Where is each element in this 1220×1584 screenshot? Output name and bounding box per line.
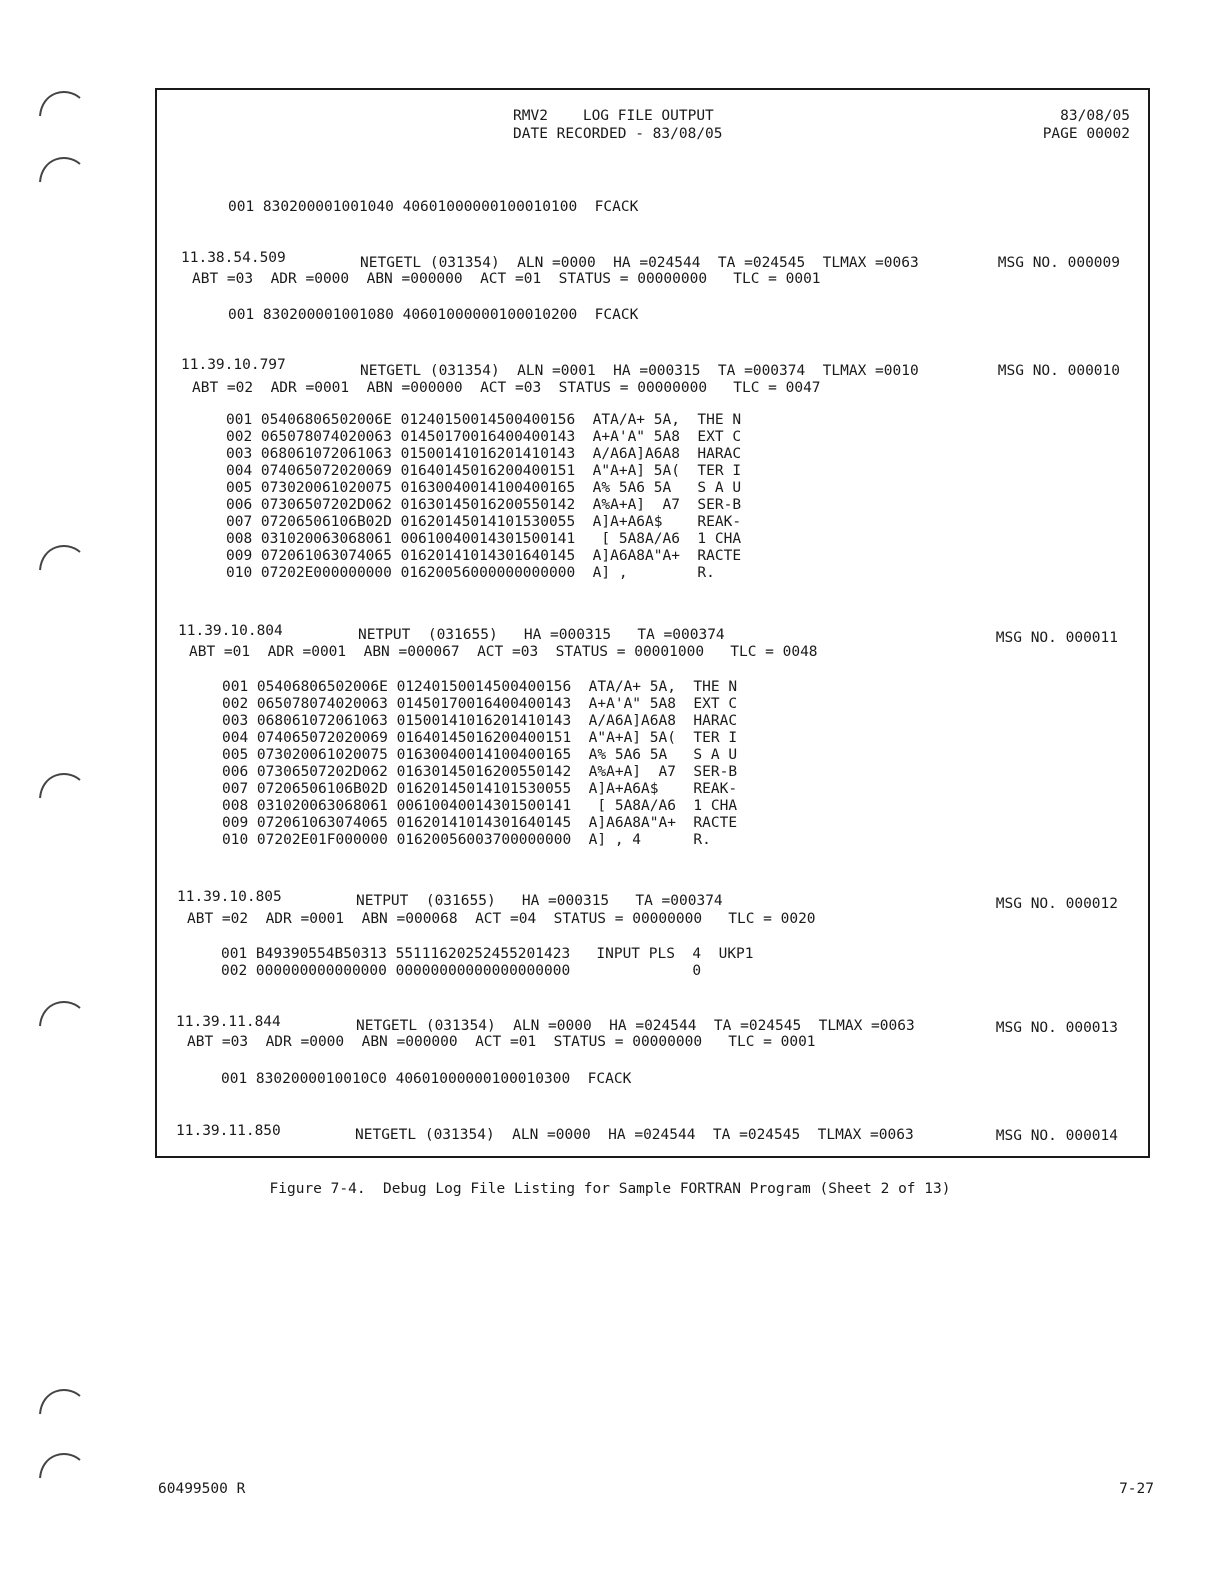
date-recorded: DATE RECORDED - 83/08/05 xyxy=(513,126,723,142)
data-line: 003 068061072061063 01500141016201410143 A/A6A]A6A8 HARAC xyxy=(222,713,738,729)
data-line: 005 073020061020075 01630040014100400165 A% 5A6 5A S A U xyxy=(226,480,742,496)
data-line: 006 07306507202D062 01630145016200550142 A%A+A] A7 SER-B xyxy=(222,764,738,780)
msg-number: MSG NO. 000009 xyxy=(997,255,1120,271)
call-info: NETPUT (031655) HA =000315 TA =000374 xyxy=(356,893,723,909)
binder-ring-icon xyxy=(36,540,88,592)
data-line: 001 05406806502006E 01240150014500400156 ATA/A+ 5A, THE N xyxy=(226,412,742,428)
data-line: 009 072061063074065 01620141014301640145 A]A6A8A"A+ RACTE xyxy=(226,548,742,564)
data-line: 008 031020063068061 00610040014301500141 [ 5A8A/A6 1 CHA xyxy=(222,798,738,814)
msg-number: MSG NO. 000014 xyxy=(995,1128,1118,1144)
data-line: 001 B49390554B50313 55111620252455201423 INPUT PLS 4 UKP1 xyxy=(221,946,754,962)
log-title: RMV2 LOG FILE OUTPUT xyxy=(513,108,714,124)
data-line: 002 065078074020063 01450170016400400143 A+A'A" 5A8 EXT C xyxy=(222,696,738,712)
data-line: 001 830200001001080 40601000000100010200 FCACK xyxy=(228,307,639,323)
status-line: ABT =02 ADR =0001 ABN =000000 ACT =03 STATUS = 00000000 TLC = 0047 xyxy=(192,380,821,396)
data-line: 010 07202E01F000000 01620056003700000000 A] , 4 R. xyxy=(222,832,711,848)
data-line: 007 07206506106B02D 01620145014101530055 A]A+A6A$ REAK- xyxy=(226,514,742,530)
data-line: 010 07202E000000000 01620056000000000000 A] , R. xyxy=(226,565,715,581)
call-info: NETGETL (031354) ALN =0000 HA =024544 TA =024545 TLMAX =0063 xyxy=(355,1127,914,1143)
status-line: ABT =02 ADR =0001 ABN =000068 ACT =04 STATUS = 00000000 TLC = 0020 xyxy=(187,911,816,927)
data-line: 001 8302000010010C0 40601000000100010300 FCACK xyxy=(221,1071,632,1087)
data-line: 009 072061063074065 01620141014301640145 A]A6A8A"A+ RACTE xyxy=(222,815,738,831)
msg-number: MSG NO. 000012 xyxy=(995,896,1118,912)
page-number-header: PAGE 00002 xyxy=(1042,126,1130,142)
data-line: 003 068061072061063 01500141016201410143 A/A6A]A6A8 HARAC xyxy=(226,446,742,462)
msg-number: MSG NO. 000013 xyxy=(995,1020,1118,1036)
binder-ring-icon xyxy=(36,1384,88,1436)
timestamp: 11.38.54.509 xyxy=(181,250,286,266)
document-number: 60499500 R xyxy=(158,1481,246,1497)
data-line: 001 830200001001040 40601000000100010100 FCACK xyxy=(228,199,639,215)
data-line: 001 05406806502006E 01240150014500400156 ATA/A+ 5A, THE N xyxy=(222,679,738,695)
binder-ring-icon xyxy=(36,152,88,204)
call-info: NETGETL (031354) ALN =0000 HA =024544 TA =024545 TLMAX =0063 xyxy=(360,255,919,271)
status-line: ABT =03 ADR =0000 ABN =000000 ACT =01 STATUS = 00000000 TLC = 0001 xyxy=(187,1034,816,1050)
msg-number: MSG NO. 000011 xyxy=(995,630,1118,646)
data-line: 004 074065072020069 01640145016200400151 A"A+A] 5A( TER I xyxy=(226,463,742,479)
data-line: 008 031020063068061 00610040014301500141 [ 5A8A/A6 1 CHA xyxy=(226,531,742,547)
binder-ring-icon xyxy=(36,1448,88,1500)
binder-ring-icon xyxy=(36,86,88,138)
timestamp: 11.39.10.804 xyxy=(178,623,283,639)
status-line: ABT =01 ADR =0001 ABN =000067 ACT =03 STATUS = 00001000 TLC = 0048 xyxy=(189,644,818,660)
data-line: 002 000000000000000 00000000000000000000 0 xyxy=(221,963,702,979)
binder-ring-icon xyxy=(36,996,88,1048)
call-info: NETPUT (031655) HA =000315 TA =000374 xyxy=(358,627,725,643)
header-date: 83/08/05 xyxy=(1060,108,1130,124)
call-info: NETGETL (031354) ALN =0001 HA =000315 TA =000374 TLMAX =0010 xyxy=(360,363,919,379)
timestamp: 11.39.10.805 xyxy=(177,889,282,905)
data-line: 004 074065072020069 01640145016200400151 A"A+A] 5A( TER I xyxy=(222,730,738,746)
data-line: 007 07206506106B02D 01620145014101530055 A]A+A6A$ REAK- xyxy=(222,781,738,797)
status-line: ABT =03 ADR =0000 ABN =000000 ACT =01 STATUS = 00000000 TLC = 0001 xyxy=(192,271,821,287)
call-info: NETGETL (031354) ALN =0000 HA =024544 TA =024545 TLMAX =0063 xyxy=(356,1018,915,1034)
timestamp: 11.39.11.844 xyxy=(176,1014,281,1030)
binder-ring-icon xyxy=(36,768,88,820)
timestamp: 11.39.11.850 xyxy=(176,1123,281,1139)
figure-caption: Figure 7-4. Debug Log File Listing for Sample FORTRAN Program (Sheet 2 of 13) xyxy=(269,1181,951,1197)
data-line: 002 065078074020063 01450170016400400143 A+A'A" 5A8 EXT C xyxy=(226,429,742,445)
data-line: 005 073020061020075 01630040014100400165 A% 5A6 5A S A U xyxy=(222,747,738,763)
page-number: 7-27 xyxy=(1119,1481,1154,1497)
timestamp: 11.39.10.797 xyxy=(181,357,286,373)
msg-number: MSG NO. 000010 xyxy=(997,363,1120,379)
data-line: 006 07306507202D062 01630145016200550142 A%A+A] A7 SER-B xyxy=(226,497,742,513)
listing-frame xyxy=(155,88,1150,1158)
